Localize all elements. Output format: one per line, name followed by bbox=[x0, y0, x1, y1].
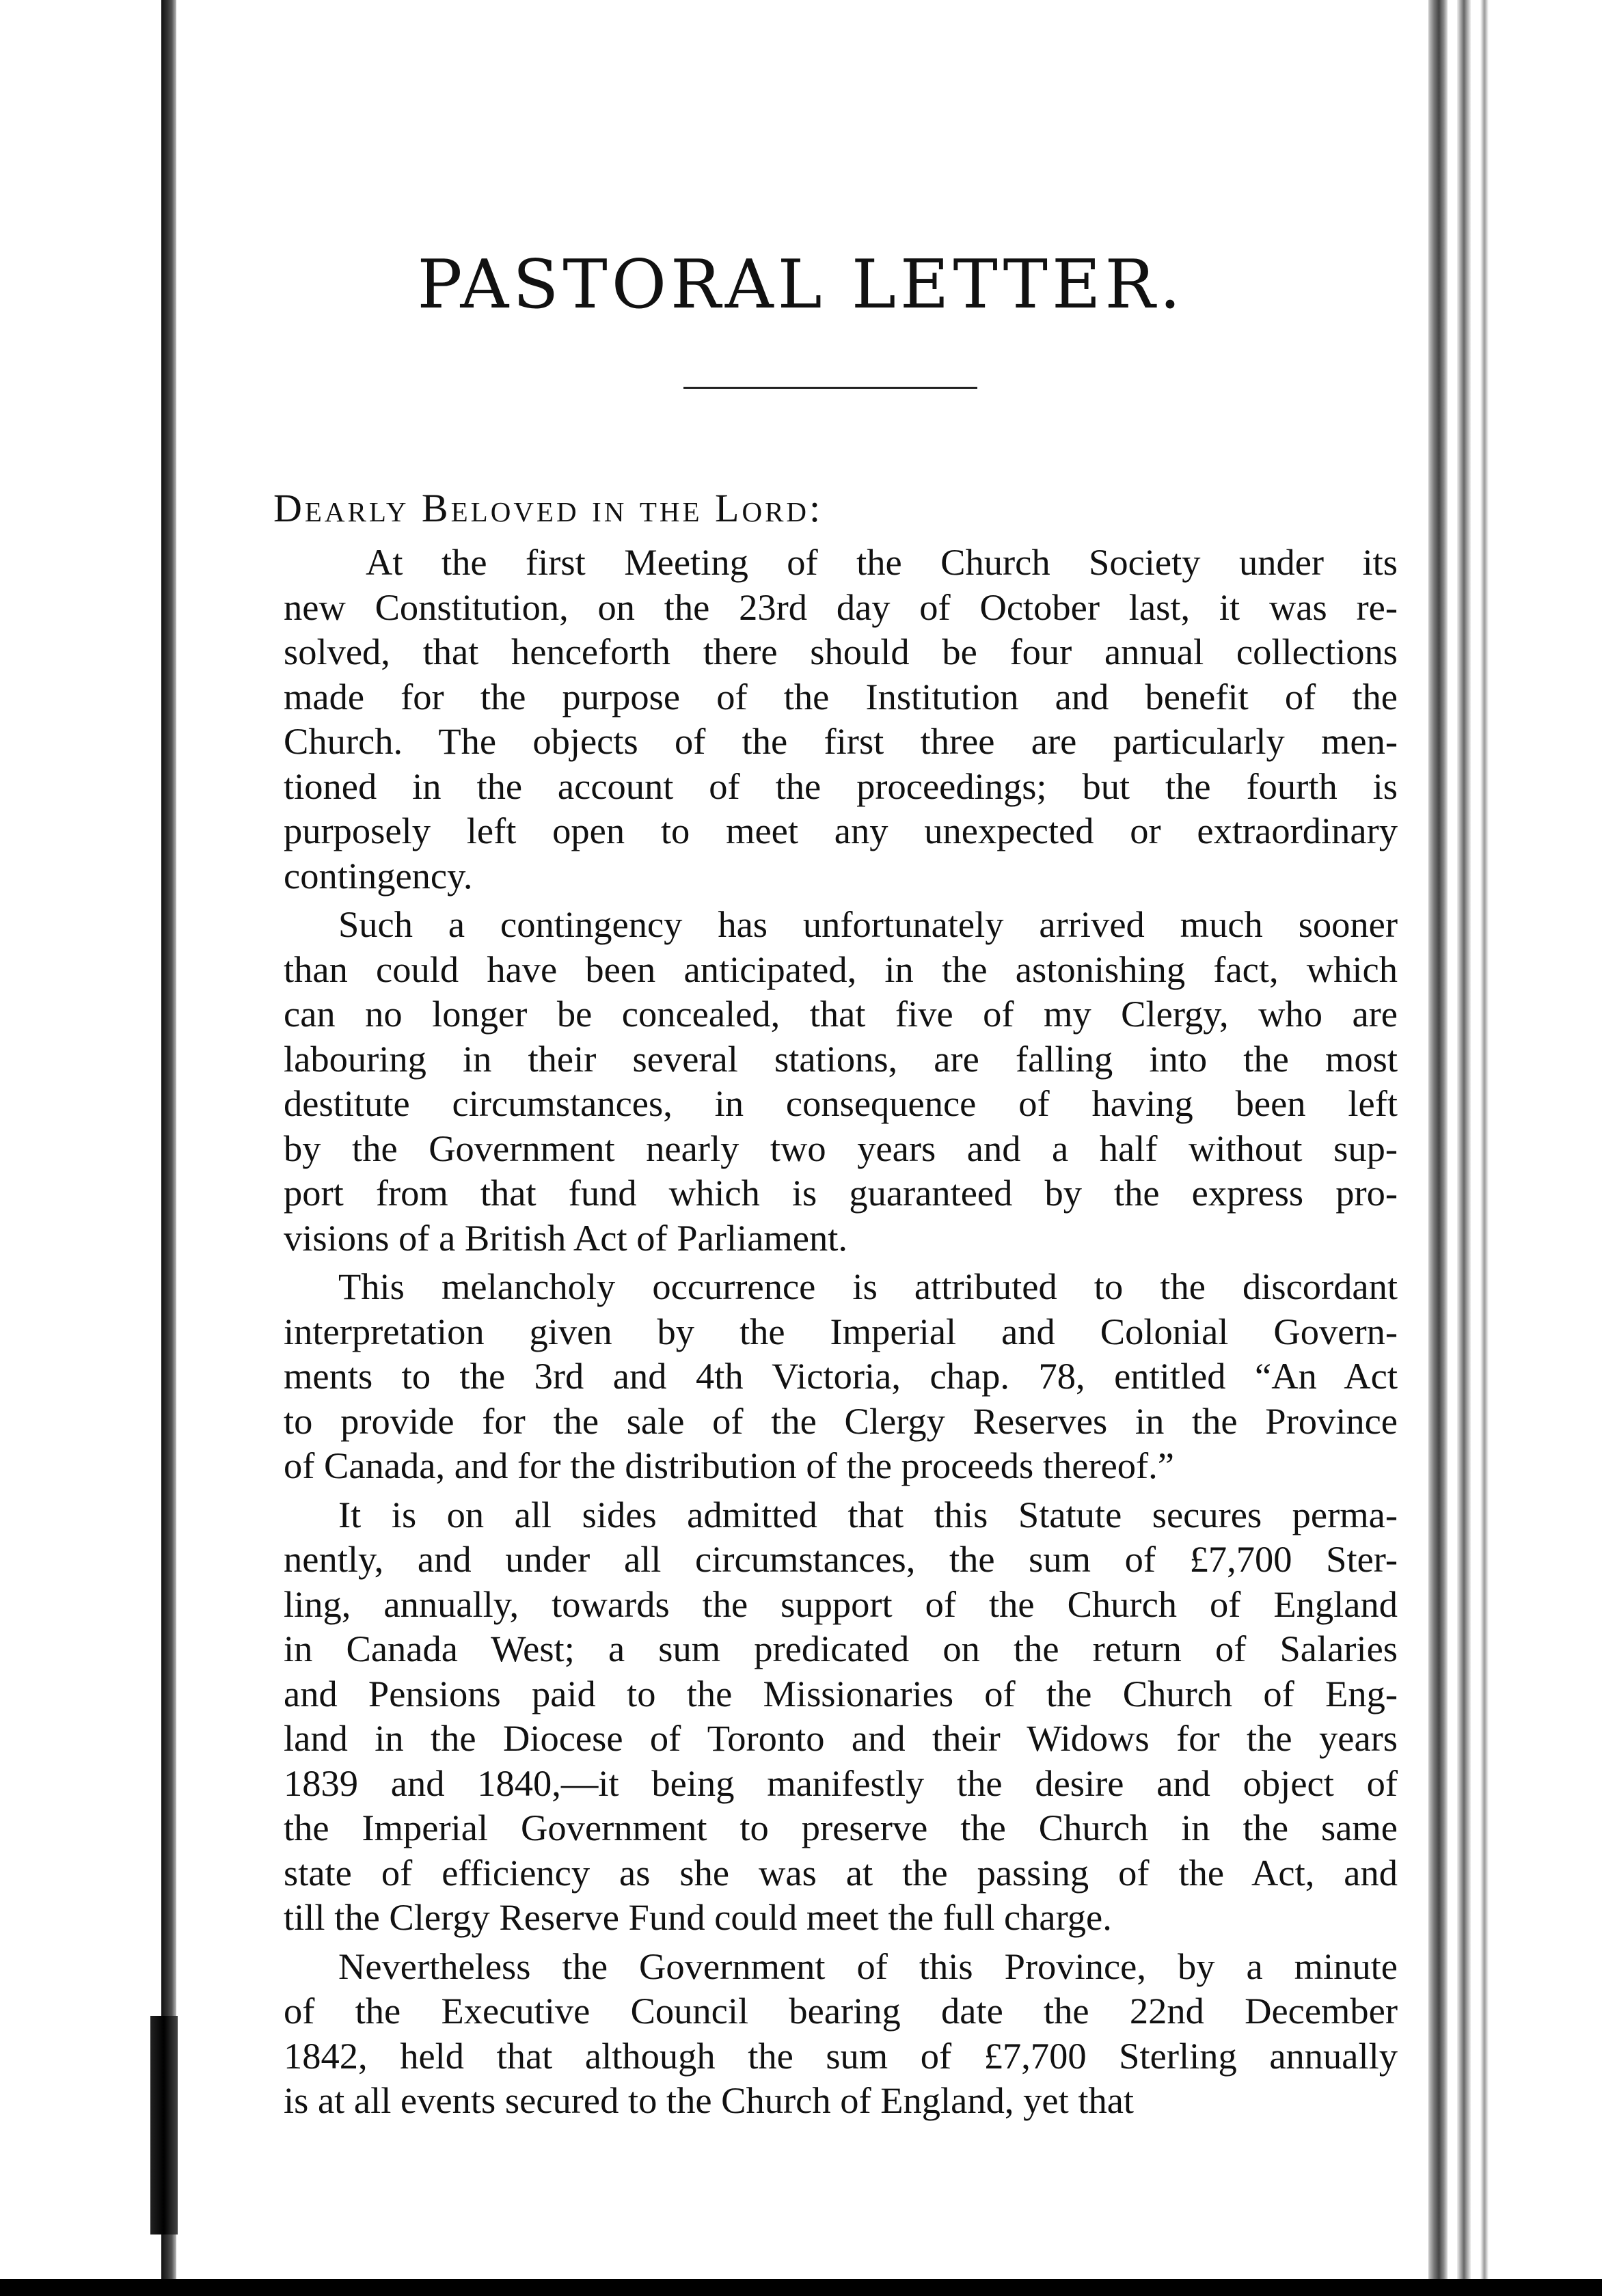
text-line: interpretation given by the Imperial and Colonial Govern- bbox=[284, 1310, 1398, 1352]
text-line: made for the purpose of the Institution and benefit of the bbox=[284, 675, 1398, 718]
text-line: 1839 and 1840,—it being manifestly the desire and object of bbox=[284, 1762, 1398, 1804]
text-line: till the Clergy Reserve Fund could meet the full charge. bbox=[284, 1896, 1112, 1938]
text-line: in Canada West; a sum predicated on the return of Salaries bbox=[284, 1628, 1398, 1669]
text-line: can no longer be concealed, that five of my Clergy, who are bbox=[284, 993, 1398, 1035]
text-line: state of efficiency as she was at the passing of the Act, and bbox=[284, 1851, 1398, 1894]
text-line: land in the Diocese of Toronto and their Widows for the years bbox=[284, 1717, 1398, 1759]
paragraph bbox=[284, 540, 1398, 898]
letter-body bbox=[284, 540, 1398, 2123]
text-line: 1842, held that although the sum of £7,700 Sterling annually bbox=[284, 2034, 1398, 2077]
binding-shadow-left bbox=[150, 2016, 178, 2234]
page-stack-edge bbox=[1457, 0, 1471, 2296]
binding-edge-right bbox=[1428, 0, 1448, 2296]
text-line: of Canada, and for the distribution of the proceeds thereof.” bbox=[284, 1445, 1174, 1486]
text-line: destitute circumstances, in consequence of having been left bbox=[284, 1082, 1398, 1124]
text-line: solved, that henceforth there should be four annual collections bbox=[284, 631, 1398, 672]
scan-bottom-border bbox=[0, 2279, 1602, 2296]
text-line: It is on all sides admitted that this Statute secures perma- bbox=[338, 1493, 1398, 1535]
text-line: the Imperial Government to preserve the Church in the same bbox=[284, 1807, 1398, 1848]
text-line: Such a contingency has unfortunately arrived much sooner bbox=[338, 903, 1398, 945]
text-line: than could have been anticipated, in the astonishing fact, which bbox=[284, 948, 1398, 990]
text-line: and Pensions paid to the Missionaries of the Church of Eng- bbox=[284, 1672, 1398, 1714]
text-line: new Constitution, on the 23rd day of October last, it was re- bbox=[284, 586, 1398, 628]
paragraph bbox=[284, 902, 1398, 1260]
text-line: tioned in the account of the proceedings; but the fourth is bbox=[284, 765, 1398, 807]
paragraph bbox=[284, 1264, 1398, 1488]
text-line: contingency. bbox=[284, 854, 473, 897]
text-line: ments to the 3rd and 4th Victoria, chap. 78, entitled “An Act bbox=[284, 1355, 1398, 1397]
title-rule bbox=[683, 387, 977, 389]
text-line: port from that fund which is guaranteed by the express pro- bbox=[284, 1172, 1398, 1214]
text-line: visions of a British Act of Parliament. bbox=[284, 1216, 847, 1259]
salutation: Dearly Beloved in the Lord: bbox=[273, 486, 824, 530]
text-line: ling, annually, towards the support of the Church of England bbox=[284, 1583, 1398, 1625]
text-line: Church. The objects of the first three are particularly men- bbox=[284, 720, 1398, 762]
page-stack-edge-far bbox=[1480, 0, 1489, 2296]
text-line: This melancholy occurrence is attributed to the discordant bbox=[338, 1266, 1398, 1307]
text-line: to provide for the sale of the Clergy Reserves in the Province bbox=[284, 1399, 1398, 1442]
text-line: nently, and under all circumstances, the sum of £7,700 Ster- bbox=[284, 1538, 1398, 1580]
text-line: purposely left open to meet any unexpected or extraordinary bbox=[284, 810, 1398, 851]
text-line: Nevertheless the Government of this Province, by a minute bbox=[338, 1945, 1398, 1987]
text-line: is at all events secured to the Church of England, yet that bbox=[284, 2079, 1135, 2121]
paragraph bbox=[284, 1492, 1398, 1940]
text-line: At the first Meeting of the Church Society under its bbox=[366, 541, 1398, 583]
paragraph bbox=[284, 1944, 1398, 2123]
binding-edge-left bbox=[161, 0, 176, 2296]
page-title: PASTORAL LETTER. bbox=[417, 246, 1185, 324]
text-line: by the Government nearly two years and a half without sup- bbox=[284, 1127, 1398, 1169]
text-line: of the Executive Council bearing date the 22nd December bbox=[284, 1990, 1398, 2032]
text-line: labouring in their several stations, are falling into the most bbox=[284, 1037, 1398, 1080]
